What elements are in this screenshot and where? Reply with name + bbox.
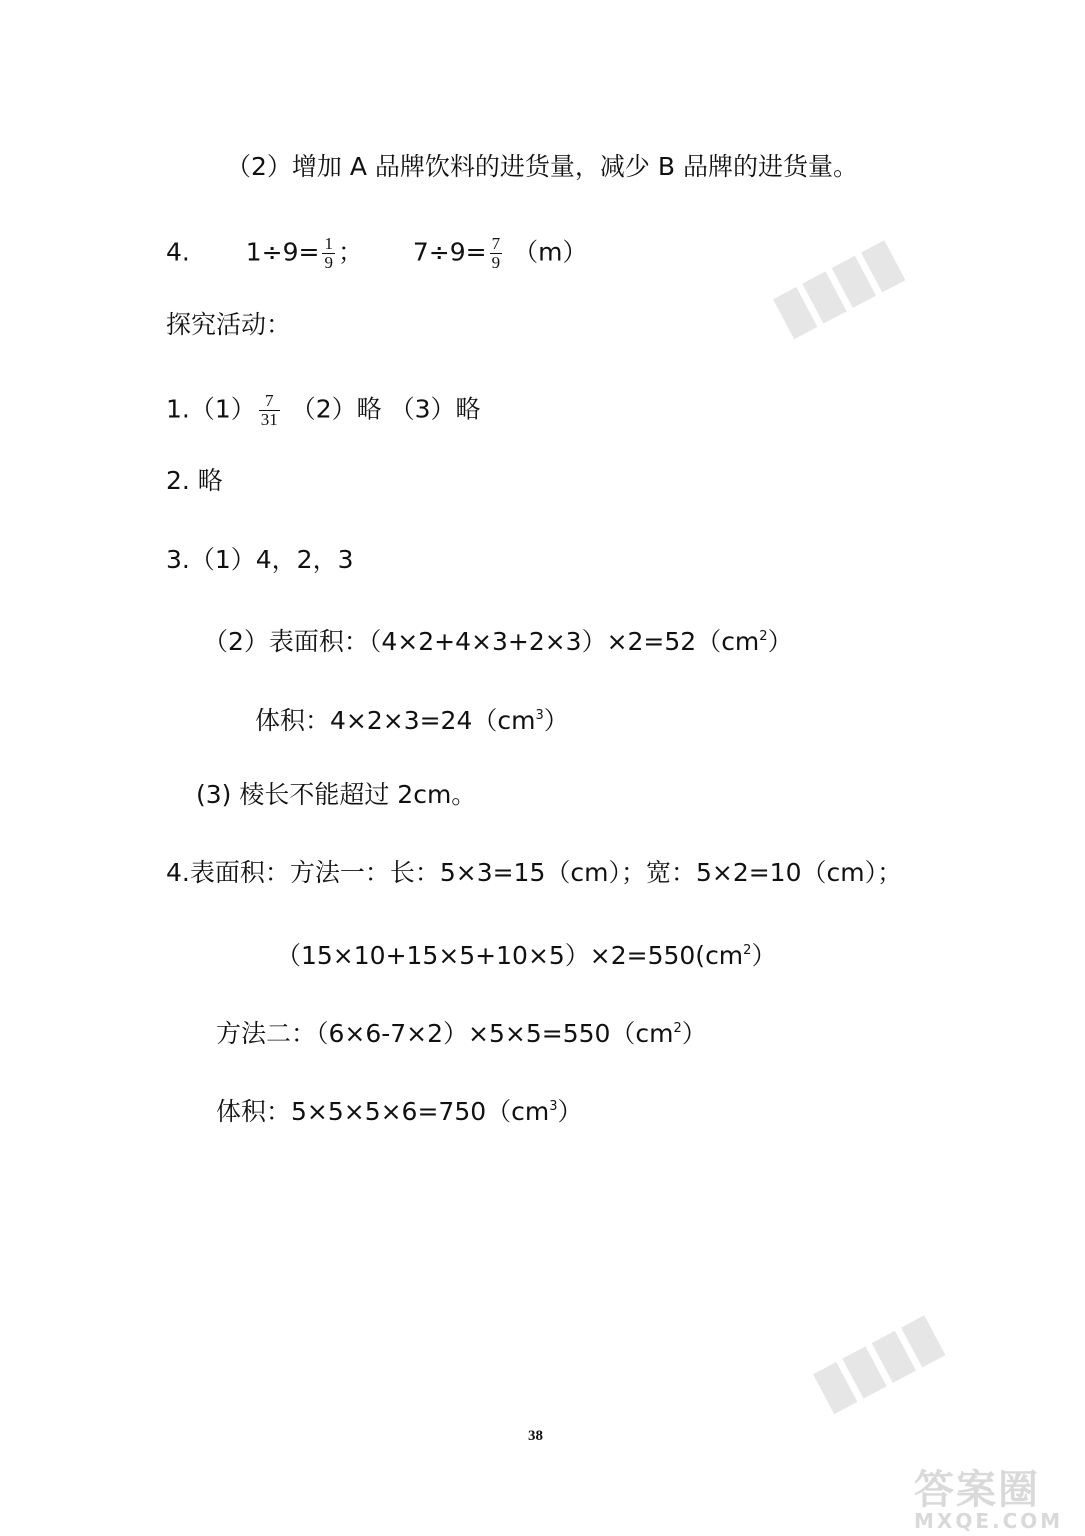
answer-line-explore-4-volume: 体积：$5\times 5\times 5\times 6=750(cm^3)$ — [216, 1097, 583, 1126]
answer-line-4: 4. 1÷9= $\frac{1}{9}$ ； 7÷9= $\frac{7}{9}$ （m） — [166, 234, 588, 272]
watermark-stamp-bottom: ▉▉▉▉ — [798, 1312, 952, 1422]
fraction-1-9: $\frac{1}{9}$ — [324, 234, 333, 272]
fraction-7-31: $\frac{7}{31}$ — [260, 391, 278, 429]
fraction-7-9: $\frac{7}{9}$ — [491, 234, 501, 272]
answer-line-explore-4-method1: 4.表面积：方法一：长：5×3=15（cm）；宽：5×2=10（cm）； — [166, 858, 903, 887]
answer-line-explore-4-method1-calc: $(15\times 10+15\times 5+10\times 5)\times 2=550(cm^2)$ — [276, 941, 777, 970]
watermark-stamp-top: ▉▉▉▉ — [758, 237, 912, 347]
answer-line-explore-4-method2: 方法二：$(6\times 6-7\times 2)\times 5\times 5=550(cm^2)$ — [216, 1019, 707, 1048]
logo-url: MXQE.COM — [914, 1509, 1064, 1533]
site-logo-watermark — [914, 1467, 1074, 1533]
answer-line-explore-3-2-area: （2）表面积：$(4\times 2+4\times 3+2\times 3)\times 2=52(cm^2)$ — [203, 627, 793, 656]
answer-line-2-2: （2）增加 A 品牌饮料的进货量，减少 B 品牌的进货量。 — [226, 152, 858, 181]
answer-line-explore-2: 2. 略 — [166, 466, 223, 495]
section-heading-exploration: 探究活动： — [166, 310, 292, 339]
answer-line-explore-3-2-volume: 体积：$4\times 2\times 3=24(cm^3)$ — [255, 706, 569, 735]
answer-line-explore-3-1: 3.（1）4，2，3 — [166, 545, 354, 574]
logo-text: 答案圈 — [914, 1467, 1040, 1513]
answer-line-explore-1: 1.（1） $\frac{7}{31}$ （2）略 （3）略 — [166, 391, 481, 429]
answer-line-explore-3-3: (3) 棱长不能超过 2cm。 — [196, 780, 477, 809]
page-number: 38 — [528, 1428, 543, 1444]
